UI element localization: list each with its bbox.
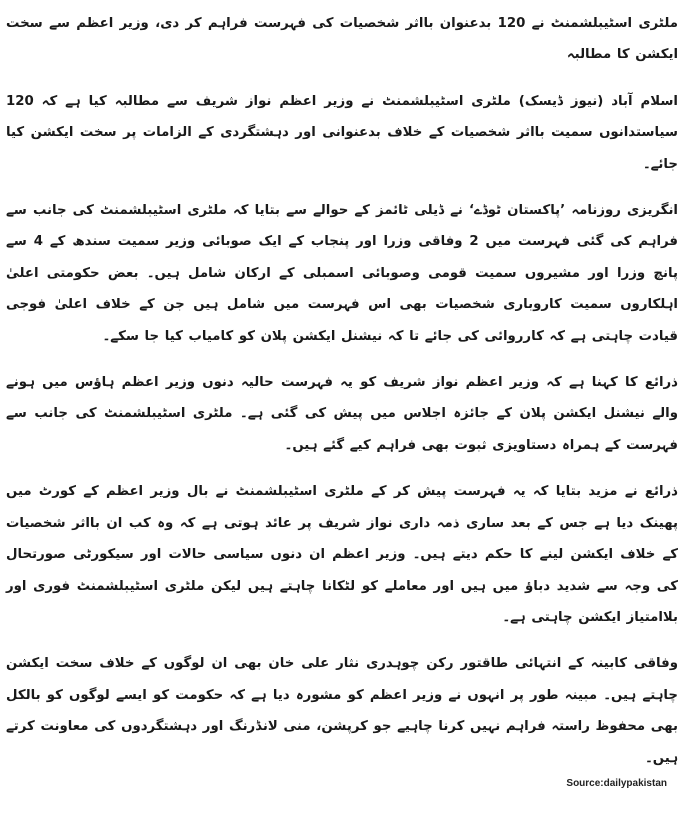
article-paragraph-intro: اسلام آباد (نیوز ڈیسک) ملٹری اسٹیبلشمنٹ نے وزیر اعظم نواز شریف سے مطالبہ کیا ہے کہ 120 سیاستدانوں سمیت بااثر شخصیات کے خلاف بدعنوانی اور دہشتگردی کے الزامات پر سخت ایکشن کیا جائے۔ (6, 93, 678, 172)
article-paragraph-sources: ذرائع کا کہنا ہے کہ وزیر اعظم نواز شریف کو یہ فہرست حالیہ دنوں وزیر اعظم ہاؤس میں ہونے والے نیشنل ایکشن پلان کے جائزہ اجلاس میں پیش کی گئی ہے۔ ملٹری اسٹیبلشمنٹ کی جانب سے فہرست کے ہمراہ دستاویزی ثبوت بھی فراہم کیے گئے ہیں۔ (6, 375, 678, 453)
source-credit: Source:dailypakistan (566, 778, 667, 789)
article-paragraph-pakistan-today: انگریزی روزنامہ ’پاکستان ٹوڈے‘ نے ڈیلی ٹائمز کے حوالے سے بتایا کہ ملٹری اسٹیبلشمنٹ کی جانب سے فراہم کی گئی فہرست میں 2 وفاقی وزرا اور پنجاب کے ایک صوبائی وزیر سمیت سندھ کے 4 سے پانچ وزرا اور مشیروں سمیت قومی وصوبائی اسمبلی کے ارکان شامل ہیں۔ بعض حکومتی اعلیٰ اہلکاروں سمیت کاروباری شخصیات بھی اس فہرست میں شامل ہیں جن کے خلاف اعلیٰ فوجی قیادت چاہتی ہے کہ کارروائی کی جائے تا کہ نیشنل ایکشن پلان کو کامیاب کیا جا سکے۔ (6, 203, 679, 344)
article-headline-paragraph: ملٹری اسٹیبلشمنٹ نے 120 بدعنوان بااثر شخصیات کی فہرست فراہم کر دی، وزیر اعظم سے سخت ایکشن کا مطالبہ (6, 16, 678, 63)
article-paragraph-cabinet: وفاقی کابینہ کے انتہائی طاقتور رکن چوہدری نثار علی خان بھی ان لوگوں کے خلاف سخت ایکشن چاہتے ہیں۔ مبینہ طور پر انہوں نے وزیر اعظم کو مشورہ دیا ہے کہ حکومت کو ایسے لوگوں کو بالکل بھی محفوظ راستہ فراہم نہیں کرنا چاہیے جو کرپشن، منی لانڈرنگ اور دہشتگردوں کی معاونت کرتے ہیں۔ (6, 656, 678, 766)
article-body (6, 8, 678, 789)
article-paragraph-more-sources: ذرائع نے مزید بتایا کہ یہ فہرست پیش کر کے ملٹری اسٹیبلشمنٹ نے بال وزیر اعظم کے کورٹ میں پھینک دیا ہے جس کے بعد ساری ذمہ داری نواز شریف پر عائد ہوتی ہے کہ وہ کب ان بااثر شخصیات کے خلاف ایکشن لینے کا حکم دیتے ہیں۔ وزیر اعظم ان دنوں سیاسی حالات اور سیکورٹی صورتحال کی وجہ سے شدید دباؤ میں ہیں اور معاملے کو لٹکانا چاہتے ہیں لیکن ملٹری اسٹیبلشمنٹ فوری اور بلاامتیاز ایکشن چاہتی ہے۔ (6, 484, 678, 625)
